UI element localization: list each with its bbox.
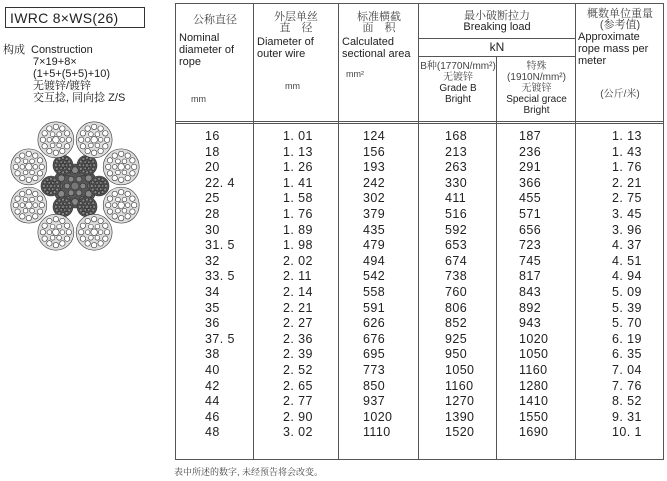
cell-special-grade: 236 (519, 144, 542, 159)
cell-mass: 2. 75 (612, 191, 642, 206)
column-diameter (205, 129, 235, 441)
cell-diameter: 37. 5 (205, 331, 235, 346)
cell-area: 773 (363, 362, 386, 377)
cell-special-grade: 1050 (519, 347, 549, 362)
header-area: 标准横截 面 积 Calculated sectional area mm² (342, 11, 411, 79)
cell-grade-b: 806 (445, 300, 468, 315)
cell-special-grade: 187 (519, 129, 542, 143)
cell-grade-b: 330 (445, 175, 468, 190)
cell-diameter: 38 (205, 347, 220, 362)
cell-outer-wire: 1. 13 (283, 144, 313, 159)
cell-mass: 4. 37 (612, 238, 642, 253)
cell-outer-wire: 1. 01 (283, 129, 313, 143)
column-mass (612, 129, 642, 441)
header-mass: 概数单位重量 (参考值) Approximate rope mass per meter (公斤/米) (578, 8, 653, 100)
cell-grade-b: 674 (445, 253, 468, 268)
cell-outer-wire: 2. 14 (283, 284, 313, 299)
cell-special-grade: 1280 (519, 378, 549, 393)
construction-formula-1: 7×19+8× (33, 56, 77, 68)
cell-outer-wire: 2. 65 (283, 378, 313, 393)
cell-diameter: 36 (205, 316, 220, 331)
cell-special-grade: 1550 (519, 409, 549, 424)
construction-label-zh: 构成 (3, 44, 25, 56)
cell-special-grade: 455 (519, 191, 542, 206)
cell-outer-wire: 1. 98 (283, 238, 313, 253)
footnote: 表中所述的数字, 未经预告将会改变。 (174, 467, 324, 477)
cell-mass: 1. 13 (612, 129, 642, 143)
cell-outer-wire: 1. 58 (283, 191, 313, 206)
rope-type-title: IWRC 8×WS(26) (5, 7, 145, 28)
cell-area: 695 (363, 347, 386, 362)
cell-diameter: 16 (205, 129, 220, 143)
construction-spec (3, 44, 125, 104)
cell-area: 626 (363, 316, 386, 331)
cell-area: 850 (363, 378, 386, 393)
cell-grade-b: 592 (445, 222, 468, 237)
header-special-grade: 特殊(1910N/mm²) 无镀锌 Special grace Bright (506, 61, 567, 116)
cell-mass: 3. 96 (612, 222, 642, 237)
header-breaking-load: 最小破断拉力 Breaking load (463, 10, 531, 33)
cell-special-grade: 1020 (519, 331, 549, 346)
cell-grade-b: 1520 (445, 425, 475, 440)
cell-grade-b: 760 (445, 284, 468, 299)
cell-grade-b: 1270 (445, 394, 475, 409)
cell-diameter: 25 (205, 191, 220, 206)
header-diameter: 公称直径 Nominal diameter of rope mm (179, 14, 237, 104)
cell-mass: 2. 21 (612, 175, 642, 190)
cell-mass: 9. 31 (612, 409, 642, 424)
cell-area: 435 (363, 222, 386, 237)
cell-diameter: 18 (205, 144, 220, 159)
header-kn-unit: kN (489, 40, 505, 54)
cell-grade-b: 411 (445, 191, 467, 206)
column-area (363, 129, 392, 441)
column-special-grade (519, 129, 548, 441)
cell-mass: 4. 51 (612, 253, 642, 268)
cell-special-grade: 656 (519, 222, 542, 237)
cell-outer-wire: 2. 36 (283, 331, 313, 346)
cell-area: 558 (363, 284, 386, 299)
cell-area: 124 (363, 129, 386, 143)
cell-mass: 1. 76 (612, 160, 642, 175)
cell-outer-wire: 2. 11 (283, 269, 312, 284)
rope-cross-section-image (5, 116, 145, 256)
column-outer-wire (283, 129, 313, 441)
cell-special-grade: 943 (519, 316, 542, 331)
cell-outer-wire: 2. 90 (283, 409, 313, 424)
rope-info-panel (0, 0, 160, 481)
cell-mass: 5. 39 (612, 300, 642, 315)
cell-diameter: 31. 5 (205, 238, 235, 253)
cell-outer-wire: 1. 76 (283, 206, 313, 221)
cell-grade-b: 213 (445, 144, 468, 159)
cell-outer-wire: 2. 39 (283, 347, 313, 362)
cell-special-grade: 571 (519, 206, 542, 221)
cell-area: 242 (363, 175, 386, 190)
cell-grade-b: 950 (445, 347, 468, 362)
cell-diameter: 44 (205, 394, 220, 409)
cell-grade-b: 168 (445, 129, 468, 143)
cell-mass: 3. 45 (612, 206, 642, 221)
cell-mass: 6. 19 (612, 331, 642, 346)
column-grade-b (445, 129, 474, 441)
cell-mass: 5. 09 (612, 284, 642, 299)
cell-grade-b: 516 (445, 206, 468, 221)
cell-mass: 1. 43 (612, 144, 642, 159)
cell-area: 1110 (363, 425, 391, 440)
construction-lay: 交互捻, 同向捻 Z/S (33, 92, 126, 104)
cell-area: 591 (363, 300, 386, 315)
construction-label-en: Construction (31, 44, 93, 56)
cell-outer-wire: 2. 21 (283, 300, 313, 315)
construction-finish: 无镀锌/镀锌 (33, 80, 92, 92)
cell-special-grade: 366 (519, 175, 542, 190)
cell-grade-b: 738 (445, 269, 468, 284)
cell-area: 302 (363, 191, 386, 206)
cell-special-grade: 723 (519, 238, 542, 253)
cell-diameter: 34 (205, 284, 220, 299)
cell-outer-wire: 3. 02 (283, 425, 313, 440)
cell-diameter: 28 (205, 206, 220, 221)
cell-outer-wire: 2. 02 (283, 253, 313, 268)
cell-mass: 7. 76 (612, 378, 642, 393)
cell-outer-wire: 1. 41 (283, 175, 313, 190)
cell-diameter: 46 (205, 409, 220, 424)
cell-grade-b: 263 (445, 160, 468, 175)
cell-special-grade: 1410 (519, 394, 549, 409)
cell-area: 479 (363, 238, 386, 253)
cell-special-grade: 843 (519, 284, 542, 299)
cell-grade-b: 1160 (445, 378, 474, 393)
cell-mass: 10. 1 (612, 425, 642, 440)
cell-diameter: 48 (205, 425, 220, 440)
cell-outer-wire: 2. 52 (283, 362, 313, 377)
cell-diameter: 30 (205, 222, 220, 237)
cell-mass: 6. 35 (612, 347, 642, 362)
cell-mass: 5. 70 (612, 316, 642, 331)
cell-area: 156 (363, 144, 386, 159)
cell-special-grade: 1160 (519, 362, 548, 377)
cell-grade-b: 852 (445, 316, 468, 331)
cell-area: 1020 (363, 409, 393, 424)
cell-diameter: 22. 4 (205, 175, 235, 190)
cell-outer-wire: 1. 26 (283, 160, 313, 175)
header-outer-wire: 外层单丝 直 径 Diameter of outer wire mm (257, 11, 318, 91)
cell-grade-b: 1390 (445, 409, 475, 424)
cell-outer-wire: 2. 27 (283, 316, 313, 331)
header-grade-b: B种(1770N/mm²) 无镀锌 Grade B Bright (420, 61, 496, 105)
cell-diameter: 20 (205, 160, 220, 175)
cell-area: 937 (363, 394, 386, 409)
cell-grade-b: 653 (445, 238, 468, 253)
cell-diameter: 40 (205, 362, 220, 377)
cell-diameter: 42 (205, 378, 220, 393)
construction-formula-2: (1+5+(5+5)+10) (33, 68, 111, 80)
cell-grade-b: 1050 (445, 362, 475, 377)
cell-area: 494 (363, 253, 386, 268)
cell-area: 676 (363, 331, 386, 346)
cell-mass: 4. 94 (612, 269, 642, 284)
cell-area: 193 (363, 160, 386, 175)
cell-special-grade: 745 (519, 253, 542, 268)
cell-diameter: 33. 5 (205, 269, 235, 284)
cell-grade-b: 925 (445, 331, 468, 346)
cell-diameter: 35 (205, 300, 220, 315)
cell-outer-wire: 2. 77 (283, 394, 313, 409)
cell-area: 379 (363, 206, 386, 221)
cell-diameter: 32 (205, 253, 220, 268)
cell-mass: 7. 04 (612, 362, 642, 377)
rope-spec-table (175, 3, 664, 460)
cell-special-grade: 291 (519, 160, 542, 175)
cell-special-grade: 817 (519, 269, 542, 284)
cell-mass: 8. 52 (612, 394, 642, 409)
cell-area: 542 (363, 269, 386, 284)
cell-special-grade: 1690 (519, 425, 549, 440)
cell-outer-wire: 1. 89 (283, 222, 313, 237)
cell-special-grade: 892 (519, 300, 542, 315)
